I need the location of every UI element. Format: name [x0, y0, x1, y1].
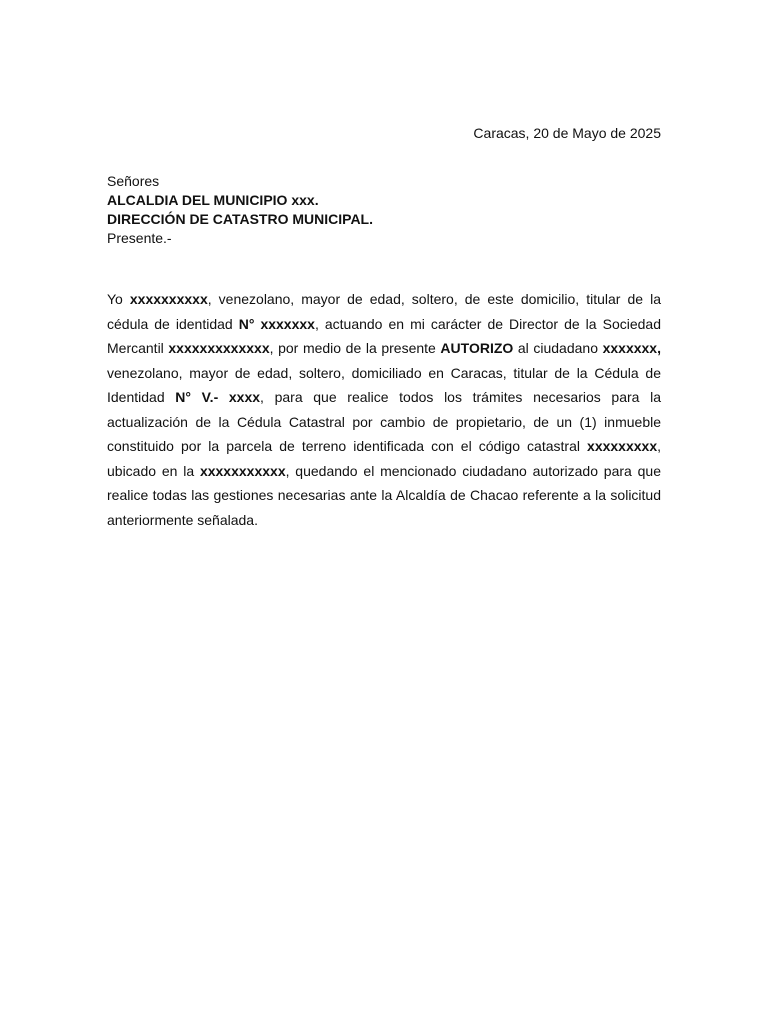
body-text: , por medio de la presente — [269, 340, 441, 356]
body-text: venezolano, mayor de edad, soltero, domiciliado en Caracas, titular de la Cédula de Identidad — [107, 364, 661, 405]
grantor-id-number: N° xxxxxxx — [238, 315, 315, 332]
grantor-name: xxxxxxxxxx — [129, 291, 208, 307]
body-text: Yo — [107, 291, 130, 307]
recipient-department: DIRECCIÓN DE CATASTRO MUNICIPAL. — [107, 211, 373, 227]
body-text: , venezolano, mayor de edad, soltero, de este domicilio, titular de la cédula de identidad — [107, 291, 661, 332]
company-name: xxxxxxxxxxxxx — [168, 340, 270, 356]
body-text: al ciudadano — [513, 340, 603, 356]
body-text: , actuando en mi carácter de Director de la Sociedad Mercantil — [107, 315, 661, 356]
authorized-person-id: N° V.- xxxx — [175, 389, 261, 405]
letter-date: Caracas, 20 de Mayo de 2025 — [473, 125, 661, 141]
body-text: , quedando el mencionado ciudadano autorizado para que realice todas las gestiones necesarias ante la Alcaldía de Chacao referente a la solicitud anteriormente señalada. — [107, 462, 662, 528]
cadastral-code: xxxxxxxxx — [587, 438, 658, 454]
recipient-institution: ALCALDIA DEL MUNICIPIO xxx. — [107, 192, 319, 208]
body-text: , para que realice todos los trámites necesarios para la actualización de la Cédula Catastral por cambio de propietario, de un (1) inmueble constituido por la parcela de terreno identificada con el código catastral — [107, 389, 661, 454]
body-text: , ubicado en la — [107, 438, 661, 479]
presente-closing: Presente.- — [107, 230, 172, 246]
recipient-block — [107, 172, 373, 248]
letter-body — [107, 287, 661, 532]
property-location: xxxxxxxxxxx — [199, 462, 286, 479]
salutation: Señores — [107, 173, 160, 189]
authorized-person-name: xxxxxxx, — [602, 340, 661, 356]
authorize-keyword: AUTORIZO — [440, 340, 514, 356]
